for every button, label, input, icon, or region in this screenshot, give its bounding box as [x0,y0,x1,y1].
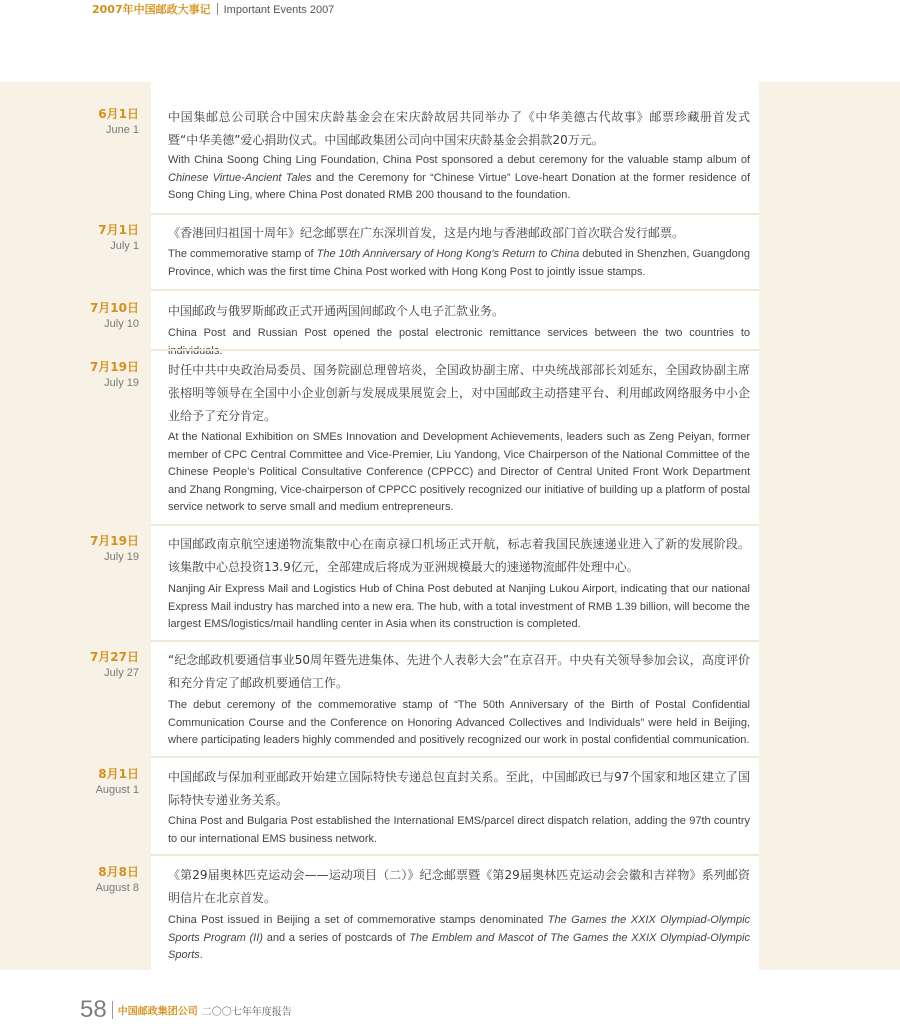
event-divider [151,289,759,291]
event-text-en: At the National Exhibition on SMEs Innovation and Development Achievements, leaders such as Zeng Peiyan, former member of CPC Central Committee and Vice-Premier, Liu Yandong, Vice Chairperson of the National Committee of the Chinese People’s Political Consultative Conference (CPPCC) and Director of Central United Front Work Department and Zhang Rongming, Vice-chairperson of CPPCC positively recognized our initiative of building up a platform of postal service network to serve small and medium entrepreneurs. [168,431,750,514]
footer-report-title: 二〇〇七年年度报告 [201,1006,292,1018]
event-date-en: July 27 [104,667,139,679]
event-date-zh: 7月19日 [89,360,139,374]
page-footer [80,996,292,1024]
event-date-en: July 19 [104,377,139,389]
event-text-zh: 《香港回归祖国十周年》纪念邮票在广东深圳首发，这是内地与香港邮政部门首次联合发行邮票。 [168,226,685,240]
header-title-en: Important Events 2007 [223,4,335,16]
running-header [92,3,334,17]
event-date-zh: 6月1日 [98,107,139,121]
event-text-en: The commemorative stamp of The 10th Anniversary of Hong Kong’s Return to China debuted in Shenzhen, Guangdong Province, which was the first time China Post worked with Hong Kong Post to jointly issue stamps. [168,248,750,278]
event-divider [151,640,759,642]
event-text-zh: 《第29届奥林匹克运动会——运动项目（二）》纪念邮票暨《第29届奥林匹克运动会会徽和吉祥物》系列邮资明信片在北京首发。 [168,868,750,905]
event-date-en: June 1 [105,124,139,136]
header-separator [217,3,218,15]
event-date-en: July 19 [104,551,139,563]
footer-org-name: 中国邮政集团公司 [117,1006,198,1018]
event-date-en: August 1 [95,784,139,796]
event-text-en: China Post and Bulgaria Post established the International EMS/parcel direct dispatch relation, adding the 97th country to our international EMS business network. [168,815,750,845]
event-text-zh: 中国邮政与保加利亚邮政开始建立国际特快专递总包直封关系。至此，中国邮政已与97个国家和地区建立了国际特快专递业务关系。 [168,770,750,807]
event-date-zh: 7月19日 [89,534,139,548]
event-text-zh: 中国邮政南京航空速递物流集散中心在南京禄口机场正式开航，标志着我国民族速递业进入了新的发展阶段。该集散中心总投资13.9亿元，全部建成后将成为亚洲规模最大的速递物流邮件处理中心。 [168,537,750,574]
event-text-zh: 时任中共中央政治局委员、国务院副总理曾培炎，全国政协副主席、中央统战部部长刘延东，全国政协副主席张榕明等领导在全国中小企业创新与发展成果展览会上，对中国邮政主动搭建平台、利用邮政网络服务中小企业给予了充分肯定。 [168,363,750,423]
event-date-en: July 1 [110,240,139,252]
event-date-zh: 8月1日 [98,767,139,781]
event-text-en: China Post and Russian Post opened the postal electronic remittance services between the two countries to [168,327,750,339]
event-date-zh: 8月8日 [98,865,139,879]
page-number: 58 [80,996,107,1023]
event-text-en: Nanjing Air Express Mail and Logistics Hub of China Post debuted at Nanjing Lukou Airport, indicating that our national Express Mail industry has marched into a new era. The hub, with a total investment of RMB 1.39 billion, will become the largest EMS/logistics/mail handling center in Asia when its construction is completed. [168,583,750,631]
footer-separator [112,1001,113,1019]
event-divider [151,349,759,351]
header-title-zh: 2007年中国邮政大事记 [92,3,211,16]
event-divider [151,756,759,758]
event-date-zh: 7月10日 [89,301,139,315]
event-date-en: July 10 [104,318,139,330]
event-text-en: China Post issued in Beijing a set of commemorative stamps denominated The Games the XXIX Olympiad-Olympic Sports Program (II) and a series of postcards of The Emblem and Mascot of The Games the XXIX Olympiad-Olympic Sports. [168,914,751,962]
event-divider [151,854,759,856]
event-text-zh: 中国集邮总公司联合中国宋庆龄基金会在宋庆龄故居共同举办了《中华美德古代故事》邮票珍藏册首发式暨“中华美德”爱心捐助仪式。中国邮政集团公司向中国宋庆龄基金会捐款20万元。 [168,110,750,147]
event-date-zh: 7月1日 [98,223,139,237]
event-text-zh: “纪念邮政机要通信事业50周年暨先进集体、先进个人表彰大会”在京召开。中央有关领导参加会议，高度评价和充分肯定了邮政机要通信工作。 [168,653,750,690]
event-text-en: The debut ceremony of the commemorative stamp of “The 50th Anniversary of the Birth of Postal Confidential Communication Course and the Conference on Honoring Advanced Collectives and Individuals” were held in Beijing, where participating leaders highly commended and positively recognized our work in postal confidential communication. [168,699,750,747]
event-date-zh: 7月27日 [89,650,139,664]
event-divider [151,524,759,526]
event-text-en: With China Soong Ching Ling Foundation, China Post sponsored a debut ceremony for the valuable stamp album of Chinese Virtue-Ancient Tales and the Ceremony for “Chinese Virtue” Love-heart Donation at the former residence of Song Ching Ling, where China Post donated RMB 200 thousand to the foundation. [168,154,751,202]
event-divider [151,213,759,215]
event-date-en: August 8 [95,882,139,894]
event-text-zh: 中国邮政与俄罗斯邮政正式开通两国间邮政个人电子汇款业务。 [168,304,505,318]
